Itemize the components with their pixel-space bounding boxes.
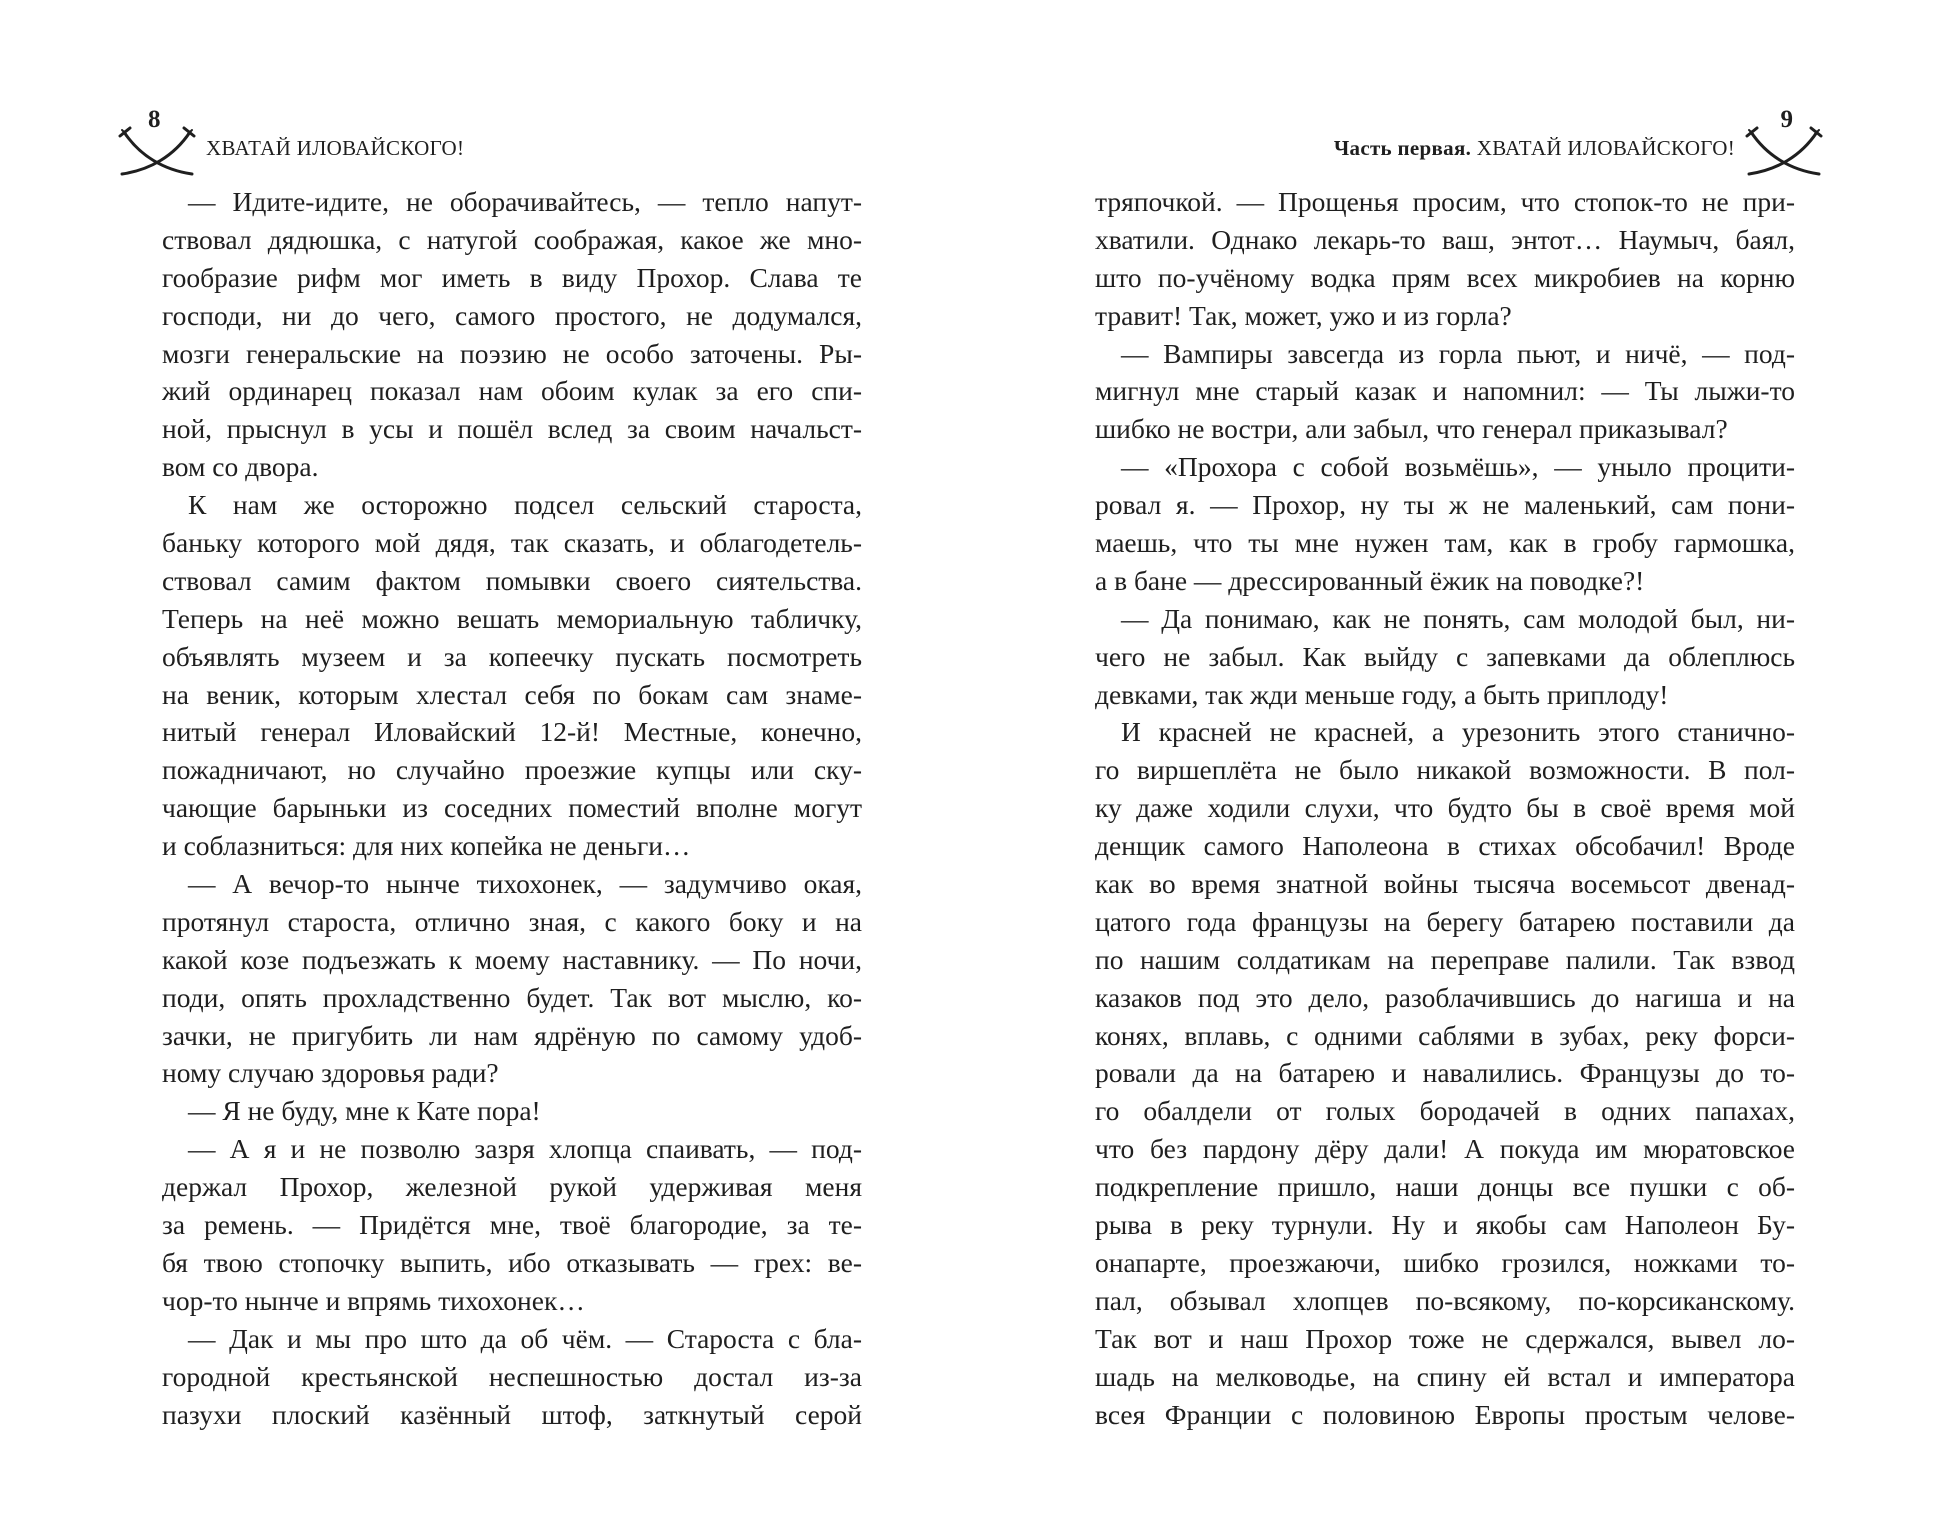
text-line: маешь, что ты мне нужен там, как в гробу гармошка,: [1095, 527, 1795, 559]
text-line: — Я не буду, мне к Кате пора!: [188, 1095, 541, 1127]
text-line: и соблазниться: для них копейка не деньги…: [162, 830, 691, 862]
text-line: как во время знатной войны тысяча восемьсот двенад-: [1095, 868, 1795, 900]
text-line: го обалдели от голых бородачей в одних папахах,: [1095, 1095, 1795, 1127]
text-line: вом со двора.: [162, 451, 319, 483]
right-page: [973, 0, 1946, 1536]
running-title: ХВАТАЙ ИЛОВАЙСКОГО!: [206, 136, 465, 160]
text-line: онапарте, проезжаючи, шибко грозился, ножками то-: [1095, 1246, 1795, 1278]
text-line: шадь на мелководье, на спину ей встал и императора: [1095, 1360, 1795, 1392]
text-line: пазухи плоский казённый штоф, заткнутый серой: [162, 1398, 862, 1430]
text-line: чающие барыньки из соседних поместий вполне могут: [162, 792, 862, 824]
text-line: К нам же осторожно подсел сельский староста,: [188, 489, 862, 521]
text-line: девками, так жди меньше году, а быть приплоду!: [1095, 678, 1669, 710]
text-line: казаков под это дело, разоблачившись до нагиша и на: [1095, 981, 1795, 1013]
text-line: ствовал самим фактом помывки своего сиятельства.: [162, 564, 862, 596]
text-line: по нашим солдатикам на переправе палили. Так взвод: [1095, 943, 1795, 975]
text-line: всея Франции с половиною Европы простым челове-: [1095, 1398, 1795, 1430]
text-line: что без пардону дёру дали! А покуда им мюратовское: [1095, 1133, 1795, 1165]
text-line: мозги генеральские на поэзию не особо заточены. Ры-: [162, 337, 862, 369]
text-line: бя твою стопочку выпить, ибо отказывать — грех: ве-: [162, 1246, 862, 1278]
text-line: конях, вплавь, с одними саблями в зубах, реку форси-: [1095, 1019, 1795, 1051]
text-line: ровали да на батарею и навалились. Французы до то-: [1095, 1057, 1795, 1089]
text-line: Теперь на неё можно вешать мемориальную табличку,: [162, 602, 862, 634]
text-line: поди, опять прохладственно будет. Так вот мыслю, ко-: [162, 981, 862, 1013]
text-line: нитый генерал Иловайский 12-й! Местные, конечно,: [162, 716, 862, 748]
text-line: тряпочкой. — Прощенья просим, что стопок-то не при-: [1095, 186, 1795, 217]
text-line: зачки, не пригубить ли нам ядрёную по самому удоб-: [162, 1019, 862, 1051]
text-line: — Да понимаю, как не понять, сам молодой был, ни-: [1121, 602, 1795, 634]
text-line: чего не забыл. Как выйду с запевками да облеплюсь: [1095, 640, 1795, 672]
crossed-sabres-icon: [1745, 126, 1823, 180]
crossed-sabres-icon: [118, 126, 196, 180]
text-line: ной, прыснул в усы и пошёл вслед за своим начальст-: [162, 413, 862, 445]
text-line: господи, ни до чего, самого простого, не додумался,: [162, 299, 862, 331]
text-line: мигнул мне старый казак и напомнил: — Ты лыжи-то: [1095, 375, 1795, 407]
text-line: денщик самого Наполеона в стихах обсобачил! Вроде: [1095, 830, 1795, 862]
text-line: объявлять музеем и за копеечку пускать посмотреть: [162, 640, 862, 672]
text-line: — Дак и мы про што да об чём. — Староста с бла-: [188, 1322, 862, 1354]
text-line: шибко не востри, али забыл, что генерал приказывал?: [1095, 413, 1728, 445]
text-line: а в бане — дрессированный ёжик на поводке?!: [1095, 564, 1645, 596]
text-line: ному случаю здоровья ради?: [162, 1057, 499, 1089]
text-line: городной крестьянской неспешностью достал из-за: [162, 1360, 862, 1392]
text-line: цатого года французы на берегу батарею поставили да: [1095, 905, 1795, 937]
running-title: [1334, 134, 1735, 162]
text-line: Так вот и наш Прохор тоже не сдержался, вывел ло-: [1095, 1322, 1795, 1354]
text-line: на веник, которым хлестал себя по бокам сам знаме-: [162, 678, 862, 710]
running-title-part: Часть первая.: [1333, 136, 1472, 160]
right-page-header: [1063, 106, 1823, 166]
text-line: ствовал дядюшка, с натугой соображая, какое же мно-: [162, 223, 862, 255]
text-line: што по-учёному водка прям всех микробиев на корню: [1095, 261, 1795, 293]
text-line: чор-то нынче и впрямь тихохонек…: [162, 1284, 585, 1316]
text-line: пожадничают, но случайно проезжие купцы или ску-: [162, 754, 862, 786]
body-text: [1095, 183, 1795, 1433]
text-line: подкрепление пришло, наши донцы все пушки с об-: [1095, 1171, 1795, 1203]
body-text: [162, 183, 862, 1433]
page-number: 8: [148, 106, 161, 133]
text-line: рыва в реку турнули. Ну и якобы сам Наполеон Бу-: [1095, 1209, 1795, 1241]
page-number: 9: [1780, 106, 1793, 133]
text-line: — «Прохора с собой возьмёшь», — уныло процити-: [1121, 451, 1795, 483]
text-line: — А я и не позволю зазря хлопца спаивать, — под-: [188, 1133, 862, 1165]
text-line: хватили. Однако лекарь-то ваш, энтот… Наумыч, баял,: [1095, 223, 1795, 255]
text-line: какой козе подъезжать к моему наставнику. — По ночи,: [162, 943, 862, 975]
text-line: жий ординарец показал нам обоим кулак за его спи-: [162, 375, 862, 407]
text-line: баньку которого мой дядя, так сказать, и облагодетель-: [162, 527, 862, 559]
running-title-book: ХВАТАЙ ИЛОВАЙСКОГО!: [1476, 136, 1735, 160]
text-line: гообразие рифм мог иметь в виду Прохор. Слава те: [162, 261, 862, 293]
text-line: го виршеплёта не было никакой возможности. В пол-: [1095, 754, 1795, 786]
text-line: И красней не красней, а урезонить этого станично-: [1121, 716, 1795, 748]
text-line: протянул староста, отлично зная, с какого боку и на: [162, 905, 862, 937]
text-line: — Вампиры завсегда из горла пьют, и ничё, — под-: [1121, 337, 1795, 369]
text-line: — А вечор-то нынче тихохонек, — задумчиво окая,: [188, 868, 862, 900]
text-line: пал, обзывал хлопцев по-всякому, по-корсиканскому.: [1095, 1284, 1795, 1316]
text-line: — Идите-идите, не оборачивайтесь, — тепло напут-: [188, 186, 862, 217]
left-page-header: [118, 106, 878, 166]
text-line: за ремень. — Придётся мне, твоё благородие, за те-: [162, 1209, 862, 1241]
text-line: ку даже ходили слухи, что будто бы в своё время мой: [1095, 792, 1795, 824]
text-line: держал Прохор, железной рукой удерживая меня: [162, 1171, 862, 1203]
text-line: травит! Так, может, ужо и из горла?: [1095, 299, 1512, 331]
text-line: ровал я. — Прохор, ну ты ж не маленький, сам пони-: [1095, 489, 1795, 521]
